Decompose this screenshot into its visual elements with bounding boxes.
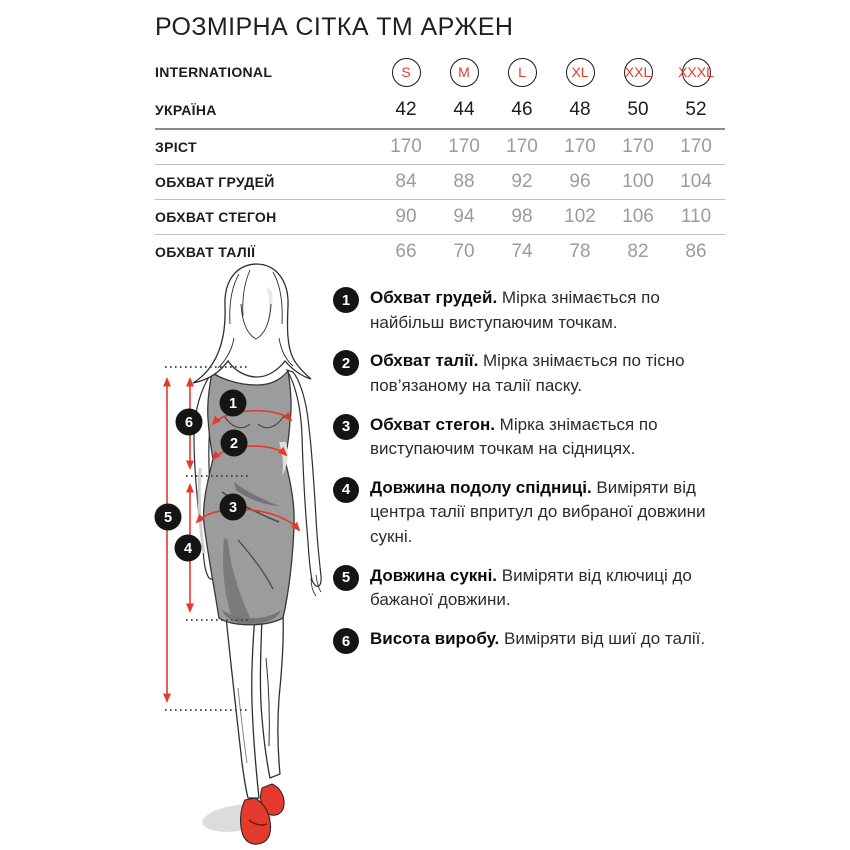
size-circle-badge: XL: [566, 58, 595, 87]
table-cell: 46: [511, 99, 533, 120]
measurement-text: Обхват стегон. Мірка знімається по виступаючим точкам на сідницях.: [370, 414, 658, 459]
measurement-item: [333, 413, 731, 462]
figure-legs: [226, 616, 283, 798]
measurement-number-badge: 5: [333, 565, 359, 591]
table-cell: 170: [622, 136, 654, 157]
size-circle-badge: XXXL: [682, 58, 711, 87]
figure-marker-5: 5: [163, 510, 173, 526]
table-cell: 104: [680, 171, 712, 192]
row-label: ОБХВАТ ТАЛІЇ: [155, 244, 256, 260]
table-cell: 98: [511, 206, 533, 227]
table-row: [155, 164, 725, 199]
table-cell: 170: [390, 136, 422, 157]
size-table: [155, 52, 725, 269]
table-cell: [435, 58, 493, 87]
table-cell: 52: [685, 99, 707, 120]
table-cell: 96: [569, 171, 591, 192]
row-label: INTERNATIONAL: [155, 64, 273, 80]
table-cell: 170: [448, 136, 480, 157]
figure-head: [193, 264, 311, 383]
row-label: ОБХВАТ ГРУДЕЙ: [155, 174, 275, 190]
measurement-text: Обхват талії. Мірка знімається по тісно пов’язаному на талії паску.: [370, 351, 685, 395]
measurement-number-badge: 3: [333, 414, 359, 440]
figure-illustration: [138, 258, 353, 850]
measurement-number-badge: 6: [333, 628, 359, 654]
figure-marker-4: 4: [183, 541, 193, 557]
table-cell: 170: [506, 136, 538, 157]
table-cell: 66: [395, 241, 417, 262]
hair: [193, 264, 311, 383]
table-cell: 90: [395, 206, 417, 227]
table-cell: 106: [622, 206, 654, 227]
table-row: [155, 199, 725, 234]
measurement-legend: [333, 286, 731, 654]
measurement-text: Обхват грудей. Мірка знімається по найбільш виступаючим точкам.: [370, 288, 660, 332]
figure-dress: [204, 371, 295, 625]
measurement-number-badge: 2: [333, 350, 359, 376]
measurement-item: [333, 564, 731, 613]
table-cell: 48: [569, 99, 591, 120]
table-cell: [493, 58, 551, 87]
row-label: ОБХВАТ СТЕГОН: [155, 209, 277, 225]
table-cell: 92: [511, 171, 533, 192]
row-label: УКРАЇНА: [155, 102, 217, 118]
table-cell: [551, 58, 609, 87]
table-cell: 94: [453, 206, 475, 227]
table-cell: 74: [511, 241, 533, 262]
measurement-item: [333, 286, 731, 335]
table-cell: [377, 58, 435, 87]
measurement-number-badge: 4: [333, 477, 359, 503]
table-cell: 88: [453, 171, 475, 192]
table-cell: [667, 58, 725, 87]
size-circle-badge: M: [450, 58, 479, 87]
figure-marker-6: 6: [184, 415, 194, 431]
measurement-item: [333, 627, 731, 654]
size-circle-badge: XXL: [624, 58, 653, 87]
measurement-item: [333, 476, 731, 550]
table-cell: 100: [622, 171, 654, 192]
size-circle-badge: S: [392, 58, 421, 87]
table-cell: 86: [685, 241, 707, 262]
table-cell: 50: [627, 99, 649, 120]
measurement-number-badge: 1: [333, 287, 359, 313]
page-title: РОЗМІРНА СІТКА ТМ АРЖЕН: [155, 13, 514, 41]
table-cell: 42: [395, 99, 417, 120]
table-cell: 110: [680, 206, 712, 227]
table-cell: 82: [627, 241, 649, 262]
table-row: [155, 92, 725, 128]
table-cell: 102: [564, 206, 596, 227]
figure-marker-3: 3: [228, 500, 238, 516]
size-circle-badge: L: [508, 58, 537, 87]
figure-marker-2: 2: [229, 436, 239, 452]
table-row: [155, 52, 725, 92]
measurement-text: Висота виробу. Виміряти від шиї до талії.: [370, 629, 706, 649]
table-cell: [609, 58, 667, 87]
table-cell: 84: [395, 171, 417, 192]
row-label: ЗРІСТ: [155, 139, 197, 155]
table-cell: 170: [680, 136, 712, 157]
figure-marker-1: 1: [228, 396, 238, 412]
table-cell: 78: [569, 241, 591, 262]
measurement-text: Довжина подолу спідниці. Виміряти від центра талії впритул до вибраної довжини сукні.: [370, 477, 706, 547]
table-cell: 44: [453, 99, 475, 120]
table-cell: 70: [453, 241, 475, 262]
measurement-text: Довжина сукні. Виміряти від ключиці до бажаної довжини.: [370, 565, 692, 610]
measurement-item: [333, 349, 731, 398]
table-row: [155, 128, 725, 164]
table-cell: 170: [564, 136, 596, 157]
